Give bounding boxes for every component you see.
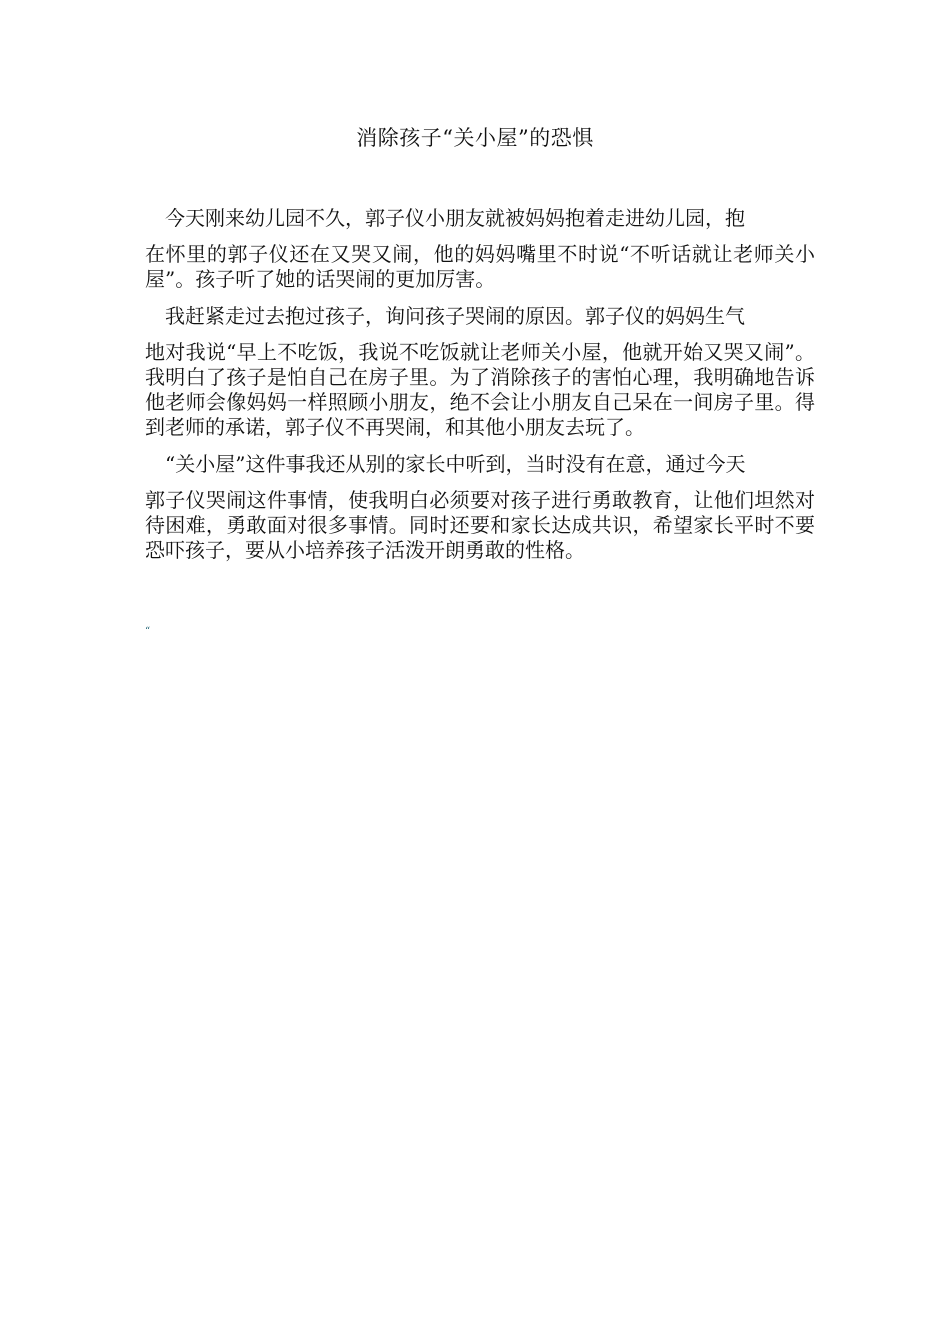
paragraph-3 [145, 452, 815, 563]
document-body [145, 206, 815, 575]
stray-quote-mark: “ [145, 626, 151, 637]
paragraph-1-rest: 在怀里的郭子仪还在又哭又闹，他的妈妈嘴里不时说“不听话就让老师关小屋”。孩子听了她的话哭闹的更加厉害。 [145, 242, 815, 291]
paragraph-2-first-line: 我赶紧走过去抱过孩子，询问孩子哭闹的原因。郭子仪的妈妈生气 [165, 304, 745, 328]
paragraph-3-first-line: “关小屋”这件事我还从别的家长中听到，当时没有在意，通过今天 [165, 452, 746, 476]
paragraph-3-rest: 郭子仪哭闹这件事情，使我明白必须要对孩子进行勇敢教育，让他们坦然对待困难，勇敢面对很多事情。同时还要和家长达成共识，希望家长平时不要恐吓孩子，要从小培养孩子活泼开朗勇敢的性格。 [145, 488, 815, 562]
paragraph-2 [145, 304, 815, 440]
paragraph-1 [145, 206, 815, 292]
paragraph-2-rest: 地对我说“早上不吃饭，我说不吃饭就让老师关小屋，他就开始又哭又闹”。我明白了孩子是怕自己在房子里。为了消除孩子的害怕心理，我明确地告诉他老师会像妈妈一样照顾小朋友，绝不会让小朋友自己呆在一间房子里。得到老师的承诺，郭子仪不再哭闹，和其他小朋友去玩了。 [145, 340, 815, 439]
paragraph-1-first-line: 今天刚来幼儿园不久，郭子仪小朋友就被妈妈抱着走进幼儿园，抱 [165, 206, 745, 230]
document-title: 消除孩子“关小屋”的恐惧 [356, 126, 594, 150]
